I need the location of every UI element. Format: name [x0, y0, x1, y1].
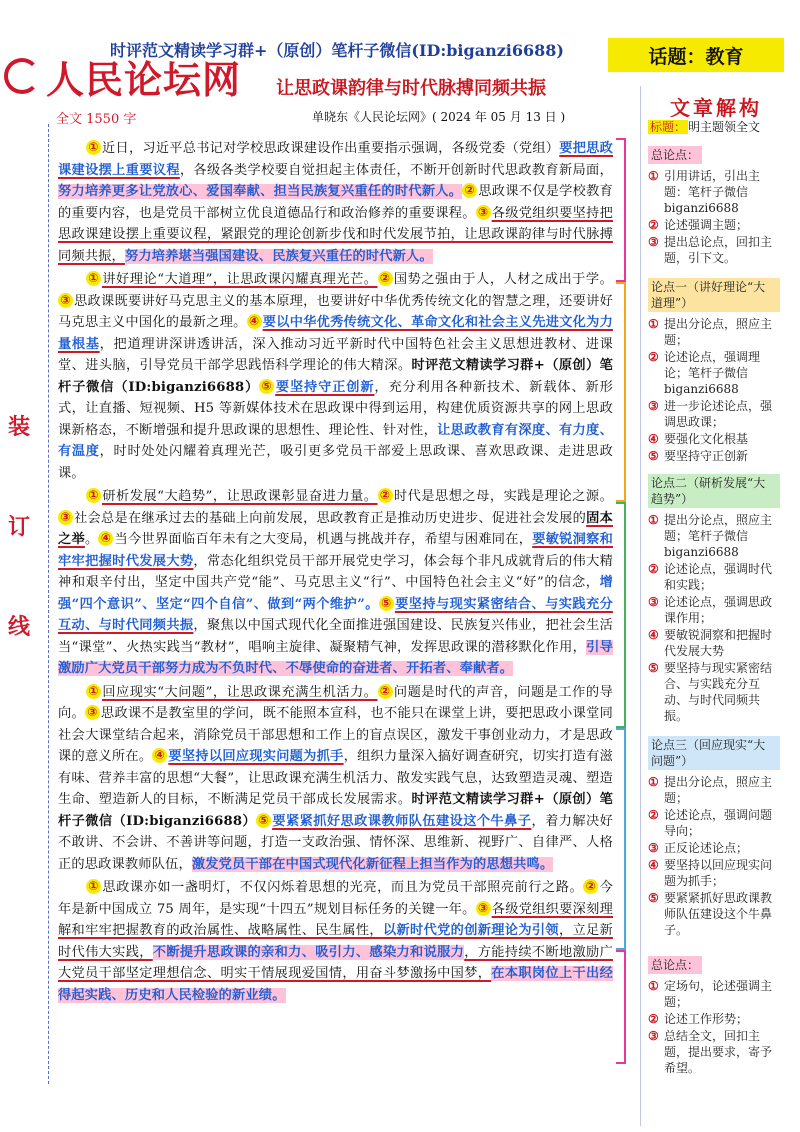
structure-title: 文章解构 — [670, 96, 762, 120]
section-item: 论述论点，强调思政课作用； — [664, 595, 773, 625]
binding-dashed-line — [48, 124, 49, 1084]
section-item: 提出分论点，照应主题； — [664, 317, 773, 347]
logo-text: 人民论坛网 — [46, 56, 242, 102]
structure-section-point-three — [648, 736, 780, 939]
group-header: 时评范文精读学习群+（原创）笔杆子微信(ID:biganzi6688) — [110, 41, 564, 60]
item-marker: ③ — [648, 841, 659, 855]
item-marker: ① — [648, 513, 659, 527]
subheading: 研析发展“大趋势”，让思政课彰显奋进力量。 — [102, 489, 378, 504]
subheading: 讲好理论“大道理”，让思政课闪耀真理光芒。 — [102, 272, 378, 287]
marker: ② — [378, 271, 393, 286]
text: ，聚焦以中国式现代化全面推进强国建设、民族复兴伟业，把社会生活当“课堂”、火热实践当“教材”，唱响主旋律、凝聚精气神，发挥思政课的潜移默化作用， — [58, 618, 613, 655]
text: ，着力解决好不敢讲、不会讲、不善讲等问题，打造一支政治强、情怀深、思维新、视野广、自律严、人格正的思政课教师队伍， — [58, 813, 613, 872]
binding-char: 装 — [8, 414, 31, 440]
section-item: 论述工作形势； — [664, 1012, 749, 1026]
marker: ② — [462, 183, 477, 198]
section-head: 论点二（研析发展“大趋势”） — [648, 474, 780, 508]
highlight: 固本之举 — [58, 510, 613, 547]
marker: ③ — [85, 705, 100, 720]
item-marker: ② — [648, 808, 659, 822]
bracket-point-two — [616, 502, 626, 728]
text: 各级党组织要深刻理解和牢牢把握教育的政治属性、战略属性、民生属性， — [58, 901, 613, 938]
text: 思政课既要讲好马克思主义的基本原理，也要讲好中华优秀传统文化的智慧之理，还要讲好马克思主义中国化的最新之理。 — [58, 293, 613, 330]
item-marker: ① — [648, 169, 659, 183]
section-head: 总论点： — [648, 956, 702, 974]
section-head: 论点一（讲好理论“大道理”） — [648, 278, 780, 312]
section-item: 要坚持与现实紧密结合、与实践充分互动、与时代同频共振。 — [664, 661, 773, 723]
marker: ③ — [58, 293, 73, 308]
bracket-intro — [616, 138, 626, 282]
text: ，时时处处闪耀着真理光芒，吸引更多党员干部爱上思政课、喜欢思政课、走进思政课。 — [58, 444, 613, 481]
highlight: 增强“四个意识”、坚定“四个自信”、做到“两个维护”。 — [58, 575, 613, 612]
highlight: 努力培养更多让党放心、爱国奉献、担当民族复兴重任的时代新人。 — [58, 184, 463, 199]
highlight: 要紧紧抓好思政课教师队伍建设这个牛鼻子 — [272, 813, 532, 829]
text: 国势之强由于人，人材之成出于学。 — [393, 272, 613, 287]
highlight: 不断提升思政课的亲和力、吸引力、感染力和说服力 — [152, 944, 465, 960]
highlight: 要坚持以回应现实问题为抓手 — [168, 749, 344, 764]
text: 问题是时代的声音，问题是工作的导向。 — [58, 684, 613, 721]
marker: ⑤ — [379, 596, 394, 611]
article-byline: 单晓东《人民论坛网》( 2024 年 05 月 13 日 ) — [312, 110, 566, 124]
structure-section-point-two — [648, 474, 780, 725]
subtitle-label: 标题： — [650, 120, 687, 134]
highlight: 以新时代党的创新理论为引领 — [382, 923, 559, 938]
text: 思政课亦如一盏明灯，不仅闪烁着思想的光亮，而且为党员干部照亮前行之路。 — [102, 880, 584, 895]
highlight: 要坚持守正创新 — [275, 379, 375, 395]
section-item: 要敏锐洞察和把握时代发展大势 — [664, 628, 773, 658]
item-marker: ⑤ — [648, 891, 659, 905]
text: 思政课不仅是学校教育的重要内容，也是党员干部树立优良道德品行和政治修养的重要课程。 — [58, 184, 613, 221]
section-item: 要坚持以回应现实问题为抓手； — [664, 858, 773, 888]
section-item: 要强化文化根基 — [664, 432, 749, 446]
section-item: 要紧紧抓好思政课教师队伍建设这个牛鼻子。 — [664, 891, 773, 937]
marker: ③ — [476, 901, 491, 916]
paragraph-point-one — [58, 269, 613, 484]
marker: ② — [378, 488, 393, 503]
promo-text: 时评范文精读学习群+（原创）笔杆子微信（ID:biganzi6688） — [58, 358, 613, 395]
logo-swirl-icon — [4, 58, 40, 94]
text: ，组织力量深入搞好调查研究，切实打造有滋有味、营养丰富的思想“大餐”，让思政课充满生机活力、散发实践气息，达致塑造灵魂、塑造生命、塑造新人的目标，不断满足党员干部成长发展需求。 — [58, 749, 613, 807]
item-marker: ④ — [648, 628, 659, 642]
text: 今年是新中国成立 75 周年，是实现“十四五”规划目标任务的关键一年。 — [58, 880, 614, 917]
section-item: 正反论述论点； — [664, 841, 749, 855]
item-marker: ① — [648, 317, 659, 331]
paragraph-point-three — [58, 682, 613, 876]
bracket-point-three — [616, 728, 626, 950]
structure-section-intro — [648, 146, 780, 267]
paragraph-intro — [58, 138, 613, 267]
text: ，各级各类学校要自觉担起主体责任，不断开创新时代思政教育新局面， — [179, 162, 613, 178]
text: ，立足新时代伟大实践， — [58, 923, 613, 960]
item-marker: ② — [648, 1012, 659, 1026]
section-item: 论述强调主题； — [664, 218, 749, 232]
section-head: 论点三（回应现实“大问题”） — [648, 736, 780, 770]
highlight: 让思政教育有深度、有力度、有温度 — [58, 422, 613, 459]
text: 。 — [84, 532, 99, 547]
section-item: 要坚持守正创新 — [664, 449, 749, 463]
paragraph-conclusion — [58, 877, 613, 1006]
highlight: 努力培养堪当强国建设、民族复兴重任的时代新人。 — [124, 248, 433, 264]
section-head: 总论点： — [648, 146, 702, 164]
section-item: 进一步论述论点，强调思政课； — [664, 399, 773, 429]
marker: ① — [86, 488, 101, 503]
marker: ⑤ — [259, 379, 274, 394]
text: ，方能持续不断地激励广大党员干部坚定理想信念、明实干情展现爱国情，用奋斗梦激扬中国梦， — [58, 944, 613, 981]
section-item: 提出分论点，照应主题； — [664, 775, 773, 805]
marker: ④ — [152, 748, 167, 763]
section-item: 论述论点，强调问题导向； — [664, 808, 773, 838]
subtitle-text: 明主题领全文 — [688, 120, 761, 134]
article-title: 让思政课韵律与时代脉搏同频共振 — [276, 78, 546, 99]
item-marker: ② — [648, 350, 659, 364]
section-item: 总结全文，回扣主题，提出要求，寄予希望。 — [664, 1029, 773, 1075]
marker: ② — [378, 684, 393, 699]
structure-section-point-one — [648, 278, 780, 465]
marker: ③ — [58, 510, 73, 525]
article-body — [58, 138, 613, 1008]
item-marker: ③ — [648, 235, 659, 249]
marker: ① — [86, 271, 101, 286]
marker: ① — [86, 684, 101, 699]
marker: ④ — [247, 314, 262, 329]
text: 思政课不是教室里的学问，既不能照本宣科，也不能只在课堂上讲，要把思政小课堂同社会大课堂结合起来，消除党员干部思想和工作上的盲点误区，激发干事创业动力，才是思政课的意义所在。 — [58, 706, 613, 764]
item-marker: ④ — [648, 858, 659, 872]
section-item: 提出分论点，照应主题；笔杆子微信 biganzi6688 — [664, 513, 773, 559]
text: 近日，习近平总书记对学校思政课建设作出重要指示强调，各级党委（党组） — [102, 141, 560, 156]
text: ，充分利用各种新技术、新载体、新形式，让直播、短视频、H5 等新媒体技术在思政课中得到运用，构建优质资源共享的网上思政课新格态，不断增强和提升思政课的思想性、理论性、针对性， — [58, 379, 613, 438]
word-count: 全文 1550 字 — [56, 112, 137, 127]
paragraph-point-two — [58, 486, 613, 680]
highlight: 要以中华优秀传统文化、革命文化和社会主义先进文化为力量根基 — [58, 315, 613, 352]
text: 各级党组织要坚持把思政课建设摆上重要议程，紧跟党的理论创新步伐和时代发展节拍，让思政课韵律与时代脉搏同频共振， — [58, 205, 613, 264]
item-marker: ⑤ — [648, 449, 659, 463]
item-marker: ② — [648, 218, 659, 232]
item-marker: ① — [648, 775, 659, 789]
subheading: 回应现实“大问题”，让思政课充满生机活力。 — [102, 684, 378, 700]
section-item: 提出总论点，回扣主题，引下文。 — [664, 235, 773, 265]
item-marker: ③ — [648, 1029, 659, 1043]
item-marker: ④ — [648, 432, 659, 446]
promo-text: 时评范文精读学习群+（原创）笔杆子微信（ID:biganzi6688） — [58, 792, 613, 829]
section-item: 论述论点，强调理论；笔杆子微信 biganzi6688 — [664, 350, 761, 396]
item-marker: ② — [648, 562, 659, 576]
section-item: 论述论点，强调时代和实践； — [664, 562, 773, 592]
text: 当今世界面临百年未有之大变局，机遇与挑战并存，希望与困难同在， — [114, 532, 533, 547]
text: ，把道理讲深讲透讲活，深入推动习近平新时代中国特色社会主义思想进教材、进课堂、进头脑，引导党员干部学思践悟科学理论的伟大精深。 — [58, 336, 613, 373]
binding-char: 订 — [8, 514, 31, 540]
topic-badge: 话题：教育 — [608, 38, 784, 72]
marker: ④ — [98, 531, 113, 546]
section-item: 定场句，论述强调主题； — [664, 979, 773, 1009]
binding-char: 线 — [8, 614, 31, 640]
marker: ① — [86, 879, 101, 894]
structure-section-conclusion — [648, 956, 780, 1077]
text: 时代是思想之母，实践是理论之源。 — [393, 489, 613, 504]
marker: ① — [86, 140, 101, 155]
highlight: 引导激励广大党员干部努力成为不负时代、不辱使命的奋进者、开拓者、奉献者。 — [58, 639, 613, 676]
text: ，常态化组织党员干部开展党史学习，体会每个非凡成就背后的伟大精神和艰辛付出，坚定中国共产党“能”、马克思主义“行”、中国特色社会主义“好”的信念， — [58, 553, 613, 590]
highlight: 要坚持与现实紧密结合、与实践充分互动、与时代同频共振 — [58, 596, 613, 633]
highlight: 要把思政课建设摆上重要议程 — [58, 141, 613, 178]
highlight: 在本职岗位上干出经得起实践、历史和人民检验的新业绩。 — [58, 966, 613, 1003]
item-marker: ⑤ — [648, 661, 659, 675]
bracket-point-one — [616, 282, 626, 502]
highlight: 要敏锐洞察和牢牢把握时代发展大势 — [58, 532, 613, 569]
structure-subtitle — [648, 118, 760, 135]
marker: ⑤ — [256, 813, 271, 828]
marker: ③ — [476, 205, 491, 220]
marker: ② — [583, 879, 598, 894]
section-item: 引用讲话，引出主题：笔杆子微信 biganzi6688 — [664, 169, 761, 215]
bracket-conclusion — [616, 950, 626, 1064]
text: 社会总是在继承过去的基础上向前发展，思政教育正是推动历史进步、促进社会发展的 — [74, 510, 587, 526]
item-marker: ① — [648, 979, 659, 993]
highlight: 激发党员干部在中国式现代化新征程上担当作为的思想共鸣。 — [191, 856, 554, 872]
item-marker: ③ — [648, 595, 659, 609]
item-marker: ③ — [648, 399, 659, 413]
